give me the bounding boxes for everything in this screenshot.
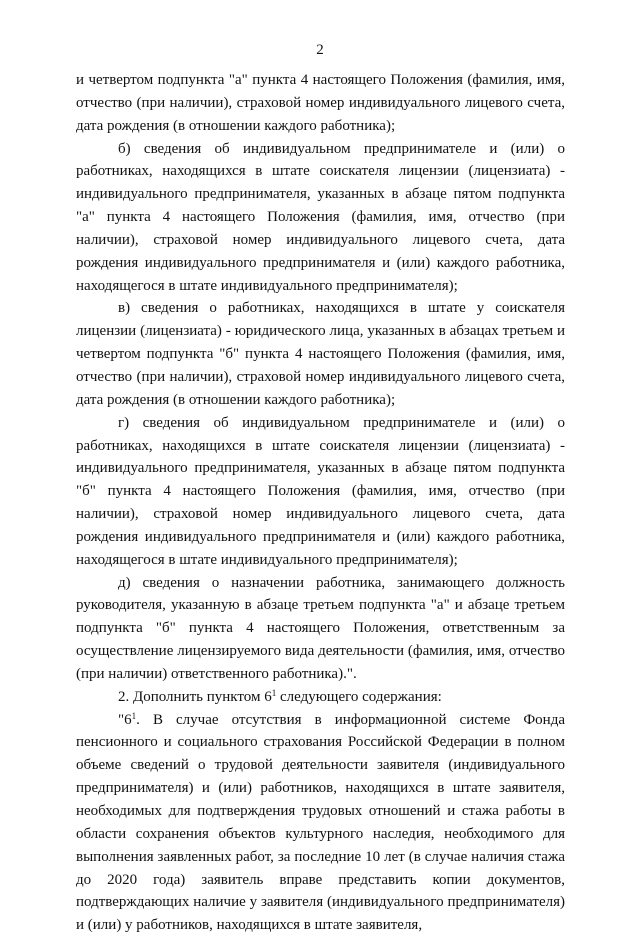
point-6-1-superscript: 1 <box>131 710 137 721</box>
amendment-2-superscript: 1 <box>271 687 277 698</box>
paragraph-point-6-1 <box>76 709 565 937</box>
paragraph-item-v: в) сведения о работниках, находящихся в штате у соискателя лицензии (лицензиата) - юридического лица, указанных в абзацах третьем и четвертом подпункта "б" пункта 4 настоящего Положения (фамилия, имя, отчество (при наличии), страховой номер индивидуального лицевого счета, дата рождения (в отношении каждого работника); <box>76 300 565 408</box>
paragraph-continuation: и четвертом подпункта "а" пункта 4 настоящего Положения (фамилия, имя, отчество (при наличии), страховой номер индивидуального лицевого счета, дата рождения (в отношении каждого работника); <box>76 72 565 134</box>
paragraph-item-b: б) сведения об индивидуальном предпринимателе и (или) о работниках, находящихся в штате соискателя лицензии (лицензиата) - индивидуального предпринимателя, указанных в абзаце пятом подпункта "а" пункта 4 настоящего Положения (фамилия, имя, отчество (при наличии), страховой номер индивидуального лицевого счета, дата рождения индивидуального предпринимателя и (или) каждого работника, находящегося в штате индивидуального предпринимателя); <box>76 140 565 294</box>
document-body <box>76 69 565 937</box>
paragraph-item-g: г) сведения об индивидуальном предпринимателе и (или) о работниках, находящихся в штате соискателя лицензии (лицензиата) - индивидуального предпринимателя, указанных в абзаце пятом подпункта "б" пункта 4 настоящего Положения (фамилия, имя, отчество (при наличии), страховой номер индивидуального лицевого счета, дата рождения индивидуального предпринимателя и (или) каждого работника, находящегося в штате индивидуального предпринимателя); <box>76 414 565 568</box>
paragraph-amendment-2 <box>76 686 565 709</box>
amendment-2-text: 2. Дополнить пунктом 6 <box>118 688 272 705</box>
point-6-1-number: "6 <box>118 711 132 728</box>
point-6-1-text: . В случае отсутствия в информационной системе Фонда пенсионного и социального страхования Российской Федерации в полном объеме сведений о трудовой деятельности заявителя (индивидуального предпринимателя) и (или) работников, находящихся в штате заявителя, необходимых для подтверждения трудовых отношений и стажа работы в области сохранения объектов культурного наследия, необходимого для выполнения заявленных работ, за последние 10 лет (в случае наличия стажа до 2020 года) заявитель вправе представить копии документов, подтверждающих наличие у заявителя (индивидуального предпринимателя) и (или) у работников, находящихся в штате заявителя, <box>76 711 565 934</box>
paragraph-item-d: д) сведения о назначении работника, занимающего должность руководителя, указанную в абзаце третьем подпункта "а" и абзаце третьем подпункта "б" пункта 4 настоящего Положения, ответственным за осуществление лицензируемого вида деятельности (фамилия, имя, отчество (при наличии) ответственного работника).". <box>76 574 565 682</box>
page-number: 2 <box>316 42 324 58</box>
amendment-2-text-end: следующего содержания: <box>276 688 442 705</box>
